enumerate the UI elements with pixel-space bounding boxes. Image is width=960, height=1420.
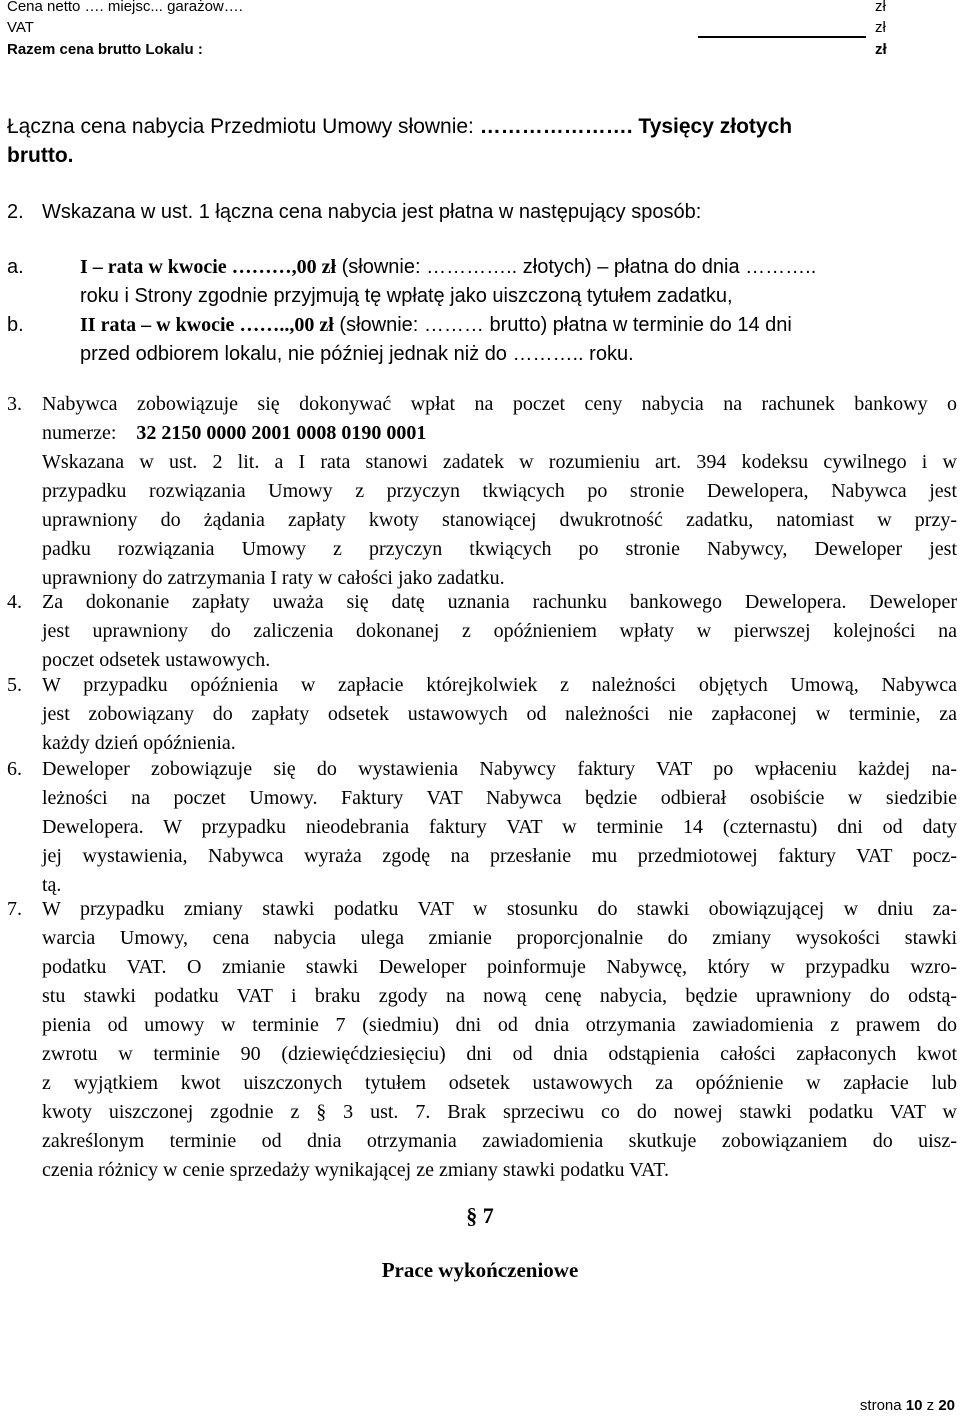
- point-7-line: z wyjątkiem kwot uiszczonych tytułem odsetek ustawowych za opóźnienie w zapłacie lub: [42, 1072, 957, 1094]
- point-6-line: Dewelopera. W przypadku nieodebrania faktury VAT w terminie 14 (czternastu) dni od daty: [42, 816, 957, 838]
- point-2b-text: [80, 311, 957, 369]
- point-7-line: W przypadku zmiany stawki podatku VAT w stosunku do stawki obowiązującej w dniu za-: [42, 898, 957, 920]
- total-price-brutto: brutto.: [7, 144, 74, 167]
- total-price-words: [7, 112, 957, 170]
- point-6-number: 6.: [7, 758, 22, 780]
- point-3-number: 3.: [7, 393, 22, 415]
- point-6-line: leżności na poczet Umowy. Faktury VAT Nabywca będzie odbierał osobiście w siedzibie: [42, 787, 957, 809]
- point-7-line: kwoty uiszczonej zgodnie z § 3 ust. 7. Brak sprzeciwu co do nowej stawki podatku VAT w: [42, 1101, 957, 1123]
- point-5-number: 5.: [7, 674, 22, 696]
- price-row-net-currency: zł: [875, 0, 886, 15]
- point-5-line: W przypadku opóźnienia w zapłacie którejkolwiek z należności objętych Umową, Nabywca: [42, 674, 957, 696]
- page-number-prefix: strona: [859, 1397, 902, 1414]
- bank-account-number: 32 2150 0000 2001 0008 0190 0001: [136, 422, 427, 444]
- point-2a-line2: roku i Strony zgodnie przyjmują tę wpłatę jako uiszczoną tytułem zadatku,: [80, 285, 733, 307]
- total-price-prefix: Łączna cena nabycia Przedmiotu Umowy słownie:: [7, 115, 474, 138]
- point-6-line: Deweloper zobowiązuje się do wystawienia Nabywcy faktury VAT po wpłaceniu każdej na-: [42, 758, 957, 780]
- price-row-gross: [7, 41, 907, 61]
- point-3-line: padku rozwiązania Umowy z przyczyn tkwiących po stronie Nabywcy, Deweloper jest: [42, 538, 957, 560]
- point-2a-text: [80, 253, 957, 311]
- price-row-gross-currency: zł: [875, 41, 887, 58]
- point-6-line: jej wystawienia, Nabywca wyraża zgodę na przesłanie mu przedmiotowej faktury VAT pocz-: [42, 845, 957, 867]
- section-title: Prace wykończeniowe: [381, 1258, 579, 1282]
- point-4-text: [42, 588, 957, 675]
- point-3-account-label: numerze:: [42, 422, 117, 444]
- point-7-line: zakreślonym terminie od dnia otrzymania zawiadomienia skutkuje zobowiązaniem do uisz-: [42, 1130, 957, 1152]
- point-7-line: zwrotu w terminie 90 (dziewięćdziesięciu) dni od dnia odstąpienia całości zapłaconych kwot: [42, 1043, 957, 1065]
- point-5-text: [42, 671, 957, 758]
- section-paragraph-mark: § 7: [466, 1203, 494, 1228]
- point-7-number: 7.: [7, 898, 22, 920]
- point-3-text: [42, 390, 957, 593]
- point-2-text: Wskazana w ust. 1 łączna cena nabycia jest płatna w następujący sposób:: [42, 201, 702, 223]
- point-7-line: warcia Umowy, cena nabycia ulega zmianie proporcjonalnie do zmiany wysokości stawki: [42, 927, 957, 949]
- point-5-line: każdy dzień opóźnienia.: [42, 732, 236, 754]
- point-2b-marker: b.: [7, 314, 24, 336]
- page-number-separator: z: [926, 1397, 935, 1414]
- page-number: [860, 1397, 955, 1414]
- point-5-line: jest zobowiązany do zapłaty odsetek ustawowych od należności nie zapłaconej w terminie, za: [42, 703, 957, 725]
- point-2a-rest: (słownie: ………….. złotych) – płatna do dnia ………..: [341, 256, 817, 278]
- point-7-line: czenia różnicy w cenie sprzedaży wynikającej ze zmiany stawki podatku VAT.: [42, 1159, 669, 1181]
- point-4-line: poczet odsetek ustawowych.: [42, 649, 271, 671]
- price-row-gross-label: Razem cena brutto Lokalu :: [7, 41, 203, 58]
- point-2b-bold: II rata – w kwocie ……..,00 zł: [80, 314, 334, 336]
- price-row-vat-currency: zł: [875, 19, 886, 36]
- point-2-number: 2.: [7, 201, 24, 223]
- point-7-line: stu stawki podatku VAT i braku zgody na nową cenę nabycia, będzie uprawniony do odstą-: [42, 985, 957, 1007]
- point-3-line: uprawniony do zatrzymania I raty w całości jako zadatku.: [42, 567, 505, 589]
- price-row-net: [7, 0, 907, 18]
- point-6-text: [42, 755, 957, 900]
- point-7-text: [42, 895, 957, 1185]
- point-7-line: podatku VAT. O zmianie stawki Deweloper poinformuje Nabywcę, który w przypadku wzro-: [42, 956, 957, 978]
- point-2b-line2: przed odbiorem lokalu, nie później jednak niż do ……….. roku.: [80, 343, 634, 365]
- point-3-line: Wskazana w ust. 2 lit. a I rata stanowi zadatek w rozumieniu art. 394 kodeksu cywilnego i w: [42, 451, 957, 473]
- point-4-line: Za dokonanie zapłaty uważa się datę uznania rachunku bankowego Dewelopera. Deweloper: [42, 591, 957, 613]
- point-2a-marker: a.: [7, 256, 24, 278]
- page-number-total: 20: [938, 1397, 955, 1414]
- point-4-line: jest uprawniony do zaliczenia dokonanej z opóźnieniem wpłaty w pierwszej kolejności na: [42, 620, 957, 642]
- point-7-line: pienia od umowy w terminie 7 (siedmiu) dni od dnia otrzymania zawiadomienia z prawem do: [42, 1014, 957, 1036]
- price-row-net-label: Cena netto …. miejsc... garażow….: [7, 0, 243, 15]
- point-2a-bold: I – rata w kwocie ………,00 zł: [80, 256, 337, 278]
- sum-underline: [698, 36, 866, 38]
- page-number-current: 10: [905, 1397, 923, 1414]
- total-price-suffix: …………………. Tysięcy złotych: [479, 115, 793, 138]
- point-3-line: uprawniony do żądania zapłaty kwoty stanowiącej dwukrotność zadatku, natomiast w przy-: [42, 509, 957, 531]
- point-3-line: Nabywca zobowiązuje się dokonywać wpłat na poczet ceny nabycia na rachunek bankowy o: [42, 393, 957, 415]
- point-6-line: tą.: [42, 874, 62, 896]
- point-2b-rest: (słownie: ……… brutto) płatna w terminie do 14 dni: [339, 314, 792, 336]
- point-3-line: przypadku rozwiązania Umowy z przyczyn tkwiących po stronie Dewelopera, Nabywca jest: [42, 480, 957, 502]
- point-4-number: 4.: [7, 591, 22, 613]
- price-row-vat-label: VAT: [7, 19, 34, 36]
